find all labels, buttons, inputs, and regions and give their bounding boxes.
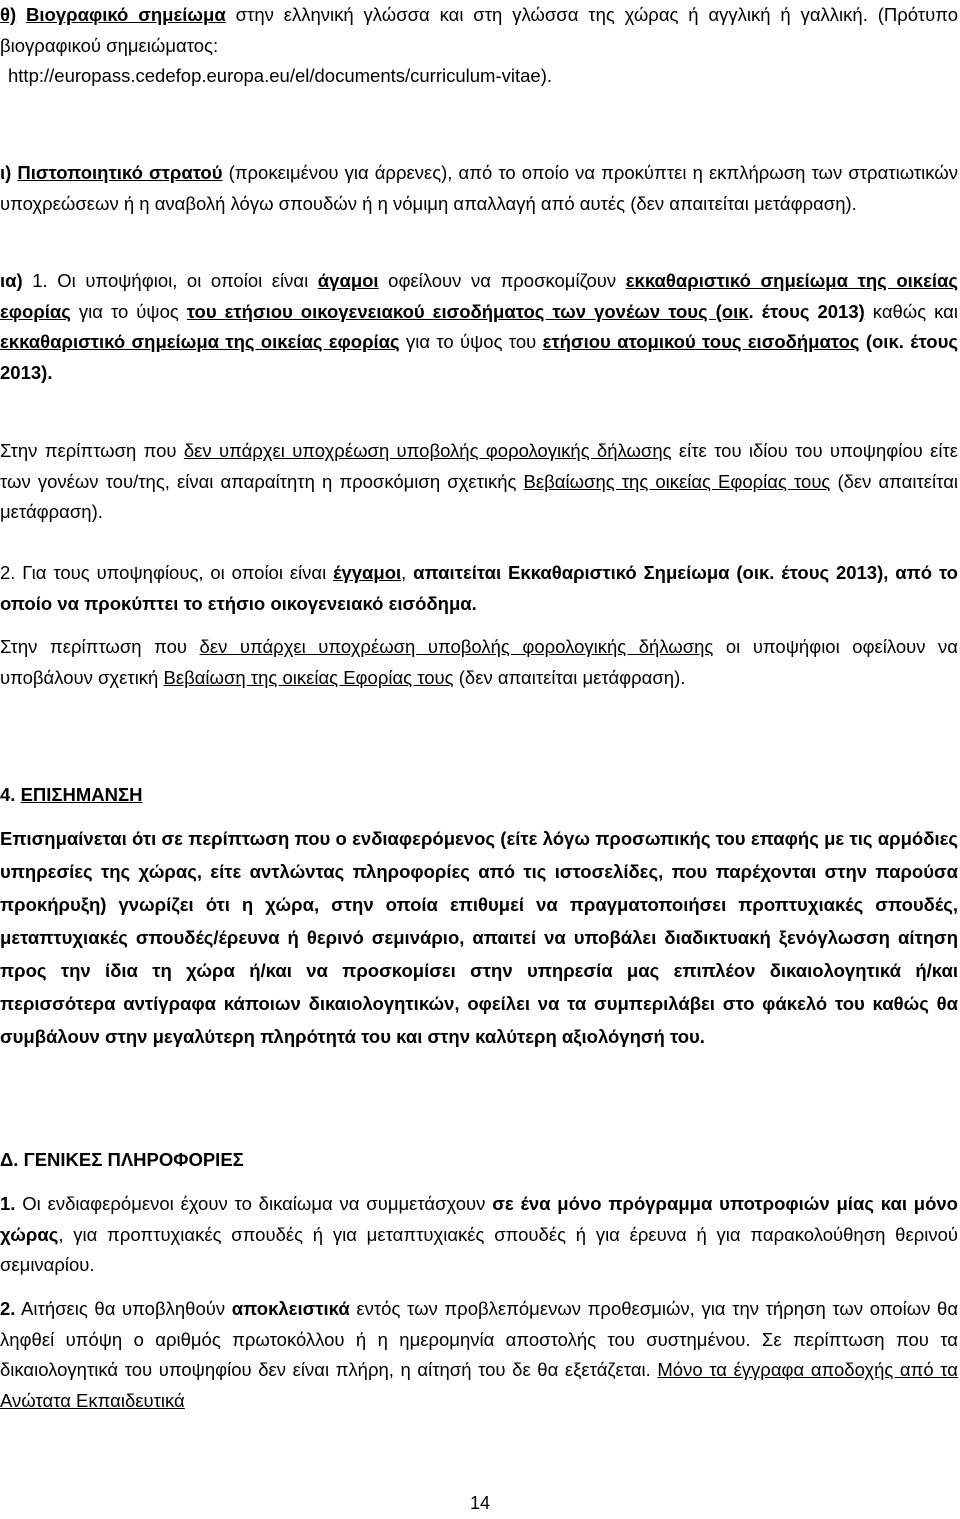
text-run: , για προπτυχιακές σπουδές ή για μεταπτυχιακές σπουδές ή για έρευνα ή για παρακολούθηση θερινού σεμιναρίου. — [0, 1223, 958, 1275]
text-run: οι υποψήφιοι οφείλουν να υποβάλουν σχετική — [0, 636, 958, 688]
section-4-body: Επισημαίνεται ότι σε περίπτωση που ο ενδιαφερόμενος (είτε λόγω προσωπικής του επαφής με τις αρμόδιες υπηρεσίες της χώρας, είτε αντλώντας πληροφορίες από τις ιστοσελίδες, που παρέχονται στην παρούσα προκήρυξη) γνωρίζει ότι η χώρα, στην οποία επιθυμεί να πραγματοποιήσει προπτυχιακές σπουδές, μεταπτυχιακές σπουδές/έρευνα ή θερινό σεμινάριο, απαιτεί να υποβάλει διαδικτυακή ξενόγλωσση αίτηση προς την ίδια τη χώρα ή/και να προσκομίσει στην υπηρεσία μας επιπλέον δικαιολογητικά ή/και περισσότερα αντίγραφα κάποιων δικαιολογητικών, οφείλει να τα συμπεριλάβει στο φάκελό του καθώς θα συμβάλουν στην μεγαλύτερη πληρότητά του και στην καλύτερη αξιολόγησή του. — [0, 828, 958, 1047]
section-d-heading: Δ. ΓΕΝΙΚΕΣ ΠΛΗΡΟΦΟΡΙΕΣ — [0, 1149, 244, 1170]
cv-template-url: http://europass.cedefop.europa.eu/el/documents/curriculum-vitae). — [8, 65, 552, 86]
item-text: στην ελληνική γλώσσα και στη γλώσσα της χώρας ή αγγλική ή γαλλική. (Πρότυπο βιογραφικού σημειώματος: — [0, 4, 958, 56]
text-run: είτε του ιδίου του υποψηφίου είτε των γονέων του/της, είναι απαραίτητη η προσκόμιση σχετικής — [0, 440, 958, 492]
text-run: για το ύψος του — [399, 331, 543, 352]
section-number: 4. — [0, 784, 21, 805]
text-run: (δεν απαιτείται μετάφραση). — [453, 666, 686, 688]
term-no-tax-obligation: δεν υπάρχει υποχρέωση υποβολής φορολογικής δήλωσης — [183, 440, 672, 461]
text-run: ) — [858, 300, 865, 322]
text-run: για το ύψος — [70, 300, 187, 322]
text-run: απαιτείται Εκκαθαριστικό Σημείωμα (οικ. έτους 2013), από το οποίο να προκύπτει το ετήσιο οικογενειακό εισόδημα. — [0, 562, 958, 614]
term-cv: Βιογραφικό σημείωμα — [26, 4, 226, 25]
text-run: , — [401, 562, 414, 583]
text-run: Οι ενδιαφερόμενοι έχουν το δικαίωμα να συμμετάσχουν — [15, 1193, 493, 1214]
item-label: θ) — [0, 4, 17, 25]
text-run: Αιτήσεις θα υποβληθούν — [15, 1298, 232, 1319]
text-run: οφείλουν να προσκομίζουν — [378, 270, 626, 291]
term-no-tax-obligation: δεν υπάρχει υποχρέωση υποβολής φορολογικής δήλωσης — [199, 636, 714, 657]
item-ia-1 — [0, 266, 958, 388]
text-run: Στην περίπτωση που — [0, 440, 184, 461]
item-iota — [0, 158, 958, 219]
term-family-income: του ετήσιου οικογενειακού εισοδήματος των γονέων τους (οικ — [186, 300, 749, 322]
section-d-item-1 — [0, 1189, 958, 1281]
text-run: . έτους 2013 — [748, 300, 859, 322]
term-exclusively: αποκλειστικά — [231, 1298, 350, 1319]
item-number: 1. — [0, 1193, 16, 1214]
item-label: ι) — [0, 162, 12, 183]
item-ia-1-note — [0, 436, 958, 528]
text-run: καθώς και — [864, 300, 958, 322]
section-4-heading — [0, 780, 958, 811]
text-run: Στην περίπτωση που — [0, 636, 200, 657]
text-run: (οικ. έτους 2013). — [0, 331, 958, 383]
item-ia-2-note — [0, 632, 958, 693]
term-one-programme: σε ένα μόνο πρόγραμμα υποτροφιών μίας και μόνο χώρας — [0, 1193, 958, 1245]
section-d-item-2 — [0, 1294, 958, 1416]
text-run: 1. Οι υποψήφιοι, οι οποίοι είναι — [22, 270, 318, 291]
text-run: (δεν απαιτείται μετάφραση). — [0, 470, 959, 522]
term-tax-office-certificate: Βεβαίωση της οικείας Εφορίας τους — [163, 666, 454, 688]
term-unmarried: άγαμοι — [317, 270, 379, 291]
item-ia-2 — [0, 558, 958, 619]
section-title: ΕΠΙΣΗΜΑΝΣΗ — [20, 784, 143, 805]
term-tax-statement: εκκαθαριστικό σημείωμα της οικείας εφορίας — [0, 270, 958, 322]
page-number: 14 — [469, 1493, 491, 1513]
term-tax-statement: εκκαθαριστικό σημείωμα της οικείας εφορίας — [0, 331, 400, 352]
text-run: 2. Για τους υποψηφίους, οι οποίοι είναι — [0, 562, 334, 583]
term-personal-income: ετήσιου ατομικού τους εισοδήματος — [542, 331, 860, 352]
text-run: εντός των προβλεπόμενων προθεσμιών, για την τήρηση των οποίων θα ληφθεί υπόψη ο αριθμός πρωτοκόλλου ή η ημερομηνία αποστολής του συστημένου. Σε περίπτωση που τα δικαιολογητικά του υποψηφίου δεν είναι πλήρη, η αίτησή του δε θα εξετάζεται. — [0, 1298, 959, 1380]
term-married: έγγαμοι — [333, 562, 402, 583]
term-military-certificate: Πιστοποιητικό στρατού — [17, 162, 223, 183]
term-acceptance-documents: Μόνο τα έγγραφα αποδοχής από τα Ανώτατα Εκπαιδευτικά — [0, 1359, 958, 1411]
item-theta — [0, 0, 958, 92]
item-text: (προκειμένου για άρρενες), από το οποίο να προκύπτει η εκπλήρωση των στρατιωτικών υποχρεώσεων ή η αναβολή λόγω σπουδών ή η νόμιμη απαλλαγή από αυτές (δεν απαιτείται μετάφραση). — [0, 162, 959, 214]
item-number: 2. — [0, 1298, 16, 1319]
item-label: ια) — [0, 270, 23, 291]
term-tax-office-certificate: Βεβαίωσης της οικείας Εφορίας τους — [523, 470, 831, 492]
